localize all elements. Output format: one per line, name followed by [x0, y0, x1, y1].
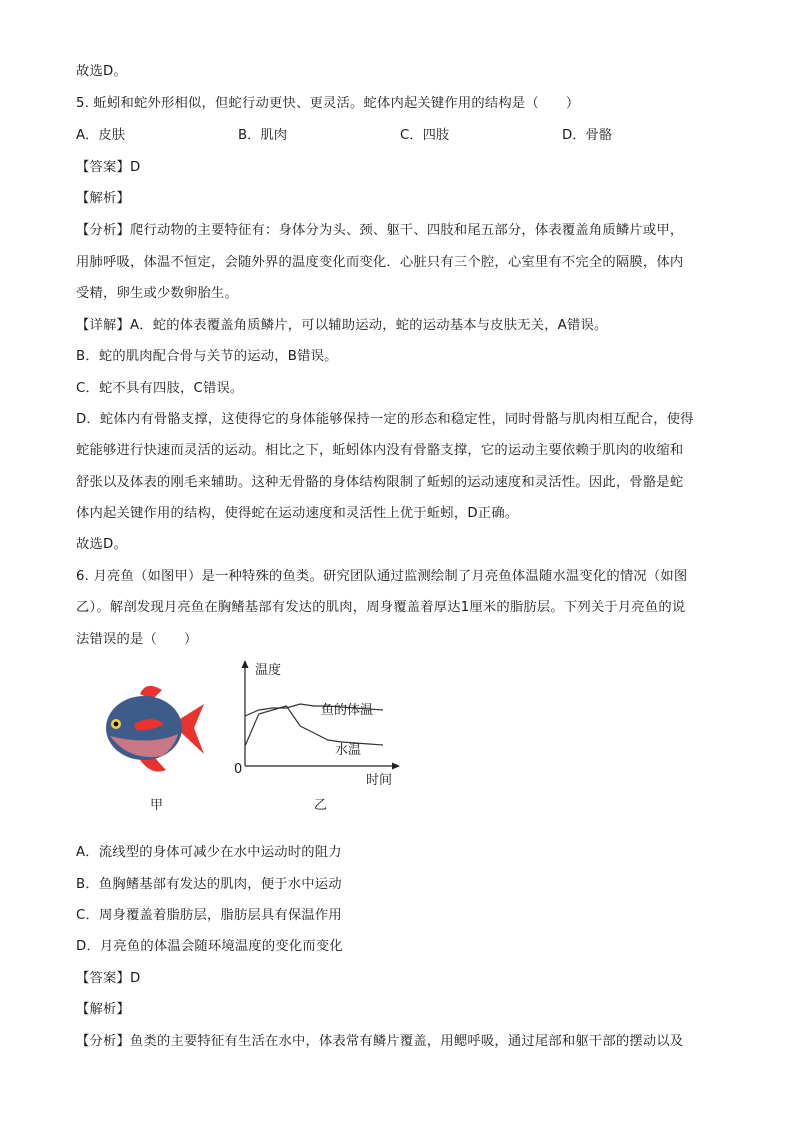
q5-analysis-heading: 【解析】 — [76, 191, 130, 206]
q5-analysis-line-3: 受精，卵生或少数卵胎生。 — [76, 286, 238, 301]
q5-detail-c: C．蛇不具有四肢，C错误。 — [76, 381, 244, 396]
q5-detail-d-4: 体内起关键作用的结构，使得蛇在运动速度和灵活性上优于蚯蚓，D正确。 — [76, 506, 519, 521]
q5-analysis-line-2: 用肺呼吸，体温不恒定，会随外界的温度变化而变化．心脏只有三个腔，心室里有不完全的隔膜，体内 — [76, 255, 684, 270]
question-6-stem-3: 法错误的是（ ） — [76, 632, 198, 647]
q5-detail-d-1: D．蛇体内有骨骼支撑，这使得它的身体能够保持一定的形态和稳定性，同时骨骼与肌肉相互配合，使得 — [76, 412, 694, 427]
q5-analysis-line-1: 【分析】爬行动物的主要特征有：身体分为头、颈、躯干、四肢和尾五部分，体表覆盖角质鳞片或甲， — [76, 223, 684, 238]
q5-detail-d-3: 舒张以及体表的刚毛来辅助。这种无骨骼的身体结构限制了蚯蚓的运动速度和灵活性。因此，骨骼是蛇 — [76, 475, 684, 490]
series-label-water-temp: 水温 — [335, 743, 362, 758]
q6-option-a: A．流线型的身体可减少在水中运动时的阻力 — [76, 845, 342, 860]
q5-detail-a: 【详解】A．蛇的体表覆盖角质鳞片，可以辅助运动，蛇的运动基本与皮肤无关，A错误。 — [76, 318, 608, 333]
fish-pupil — [114, 722, 119, 727]
q6-option-d: D．月亮鱼的体温会随环境温度的变化而变化 — [76, 939, 343, 954]
q5-detail-b: B．蛇的肌肉配合骨与关节的运动，B错误。 — [76, 349, 338, 364]
q6-analysis-heading: 【解析】 — [76, 1002, 130, 1017]
q5-answer: 【答案】D — [76, 160, 141, 175]
question-6-stem-1: 6. 月亮鱼（如图甲）是一种特殊的鱼类。研究团队通过监测绘制了月亮鱼体温随水温变化的情况（如图 — [76, 569, 688, 584]
y-axis-label: 温度 — [255, 663, 282, 678]
question-6-stem-2: 乙）。解剖发现月亮鱼在胸鳍基部有发达的肌肉，周身覆盖着厚达1厘米的脂肪层。下列关于月亮鱼的说 — [76, 600, 686, 615]
series-label-body-temp: 鱼的体温 — [321, 703, 374, 718]
figure-label-a: 甲 — [150, 798, 164, 813]
q5-option-d: D．骨骼 — [562, 128, 613, 143]
x-axis-label: 时间 — [366, 773, 393, 788]
figure-label-b: 乙 — [314, 798, 328, 813]
origin-label: 0 — [234, 762, 243, 777]
question-5-stem: 5. 蚯蚓和蛇外形相似，但蛇行动更快、更灵活。蛇体内起关键作用的结构是（ ） — [76, 96, 580, 111]
q6-analysis-line-1: 【分析】鱼类的主要特征有生活在水中，体表常有鳞片覆盖，用鳃呼吸，通过尾部和躯干部的摆动以及 — [76, 1034, 684, 1049]
y-axis-arrow — [242, 660, 249, 668]
temperature-chart — [225, 656, 405, 788]
q5-conclusion: 故选D。 — [76, 537, 127, 552]
q5-option-c: C．四肢 — [400, 128, 450, 143]
q5-option-b: B．肌肉 — [238, 128, 288, 143]
q6-answer: 【答案】D — [76, 971, 141, 986]
q5-option-a: A．皮肤 — [76, 128, 125, 143]
q6-option-b: B．鱼胸鳍基部有发达的肌肉，便于水中运动 — [76, 877, 342, 892]
q6-option-c: C．周身覆盖着脂肪层，脂肪层具有保温作用 — [76, 908, 342, 923]
q5-detail-d-2: 蛇能够进行快速而灵活的运动。相比之下，蚯蚓体内没有骨骼支撑，它的运动主要依赖于肌肉的收缩和 — [76, 443, 684, 458]
moonfish-image — [100, 680, 210, 776]
line-01: 故选D。 — [76, 64, 127, 79]
x-axis-arrow — [392, 763, 400, 770]
